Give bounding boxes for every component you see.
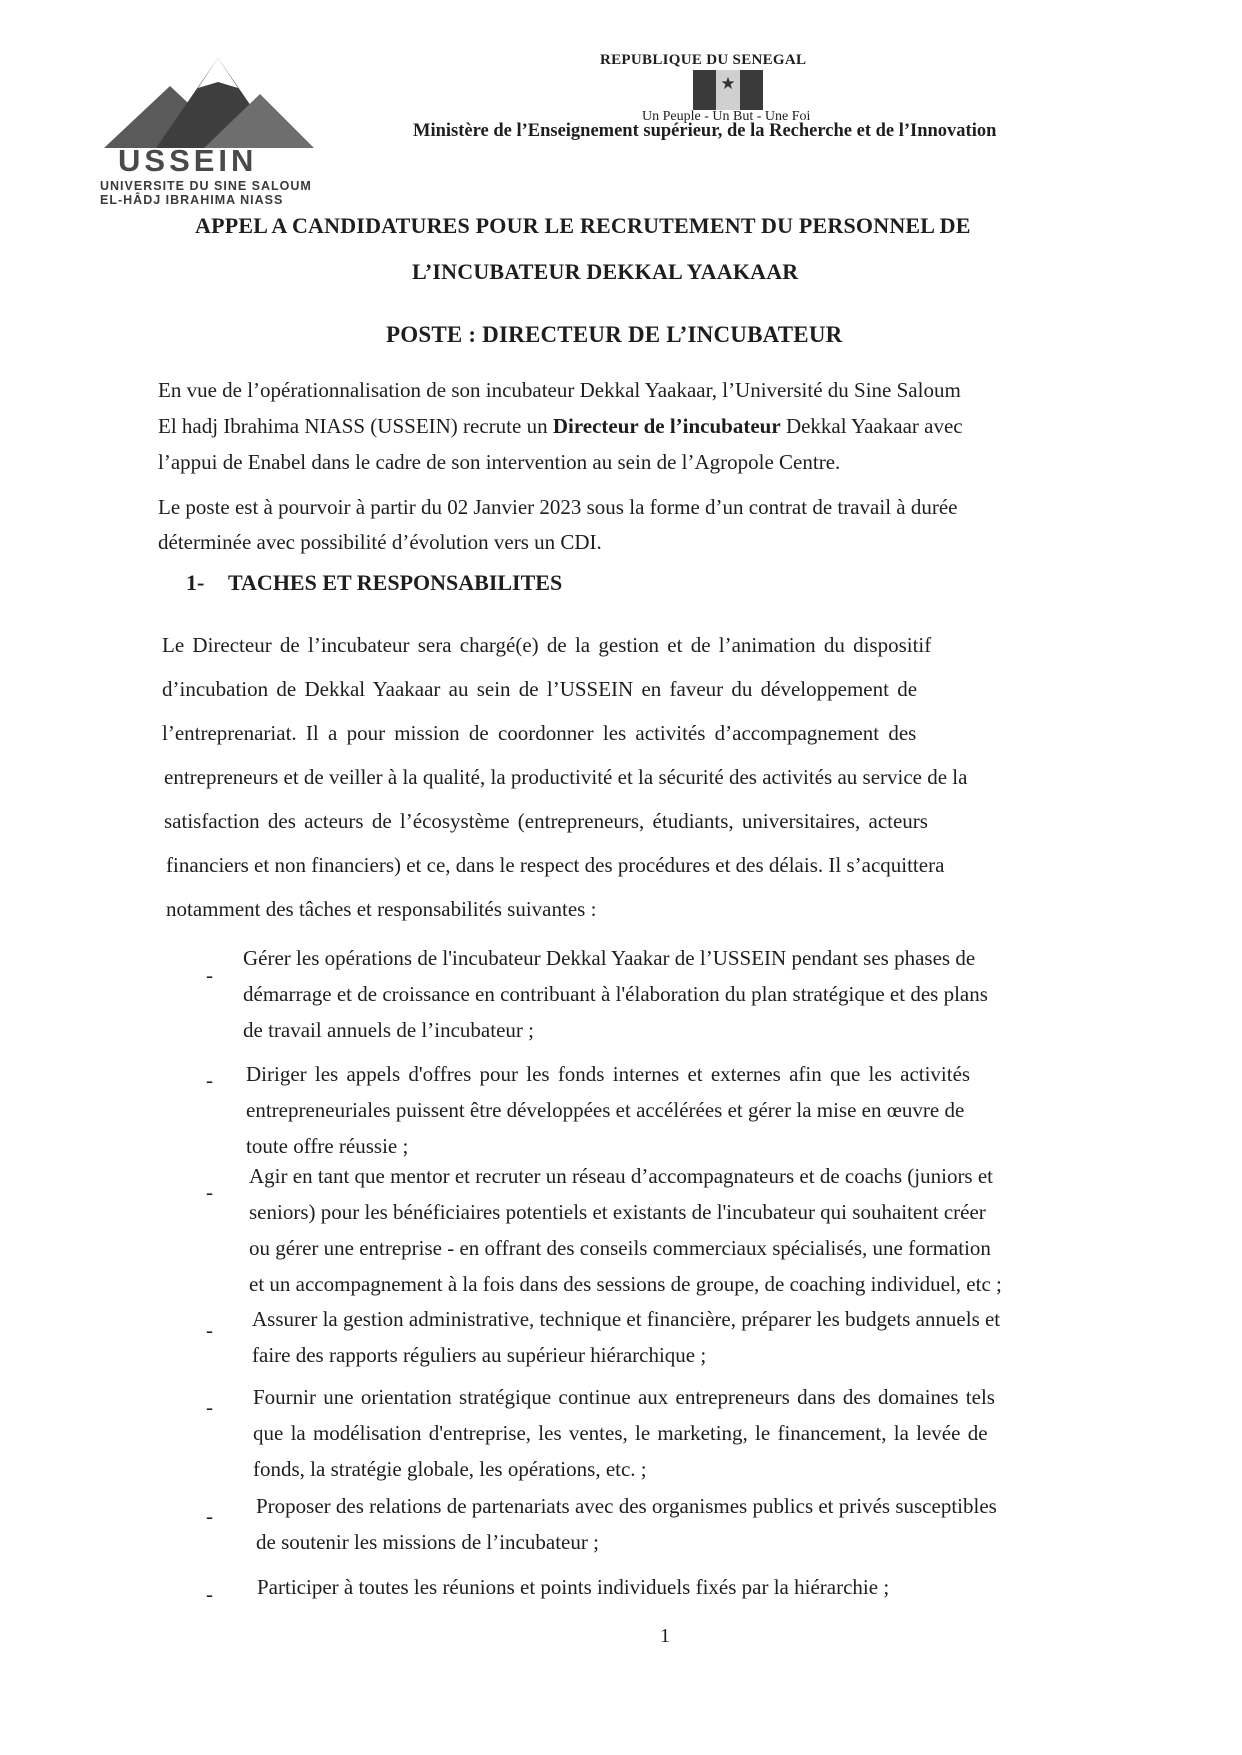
intro-line: Le poste est à pourvoir à partir du 02 Janvier 2023 sous la forme d’un contrat de travail à durée: [158, 495, 958, 519]
paragraph-line: l’entreprenariat. Il a pour mission de coordonner les activités d’accompagnement des: [162, 721, 917, 745]
intro-text: El hadj Ibrahima NIASS (USSEIN) recrute un: [158, 414, 553, 438]
section-number: 1-: [186, 570, 205, 595]
list-item-line: faire des rapports réguliers au supérieur hiérarchique ;: [252, 1343, 707, 1367]
bullet-dash: -: [206, 1504, 213, 1528]
bullet-dash: -: [206, 1180, 213, 1204]
university-logo: [96, 56, 336, 207]
intro-line: En vue de l’opérationnalisation de son incubateur Dekkal Yaakaar, l’Université du Sine Saloum: [158, 378, 961, 402]
list-item-line: Diriger les appels d'offres pour les fonds internes et externes afin que les activités: [246, 1062, 971, 1086]
paragraph-line: d’incubation de Dekkal Yaakaar au sein de l’USSEIN en faveur du développement de: [162, 677, 918, 701]
list-item-line: Fournir une orientation stratégique continue aux entrepreneurs dans des domaines tels: [253, 1385, 995, 1409]
intro-line: l’appui de Enabel dans le cadre de son intervention au sein de l’Agropole Centre.: [158, 450, 841, 474]
list-item-line: fonds, la stratégie globale, les opérations, etc. ;: [253, 1457, 647, 1481]
intro-text: Dekkal Yaakaar avec: [780, 414, 963, 438]
list-item-line: Assurer la gestion administrative, technique et financière, préparer les budgets annuels et: [252, 1307, 1001, 1331]
intro-line: [158, 413, 963, 439]
list-item-line: Agir en tant que mentor et recruter un réseau d’accompagnateurs et de coachs (juniors et: [249, 1164, 994, 1188]
flag-star-icon: ★: [720, 74, 736, 94]
bullet-dash: -: [206, 1395, 213, 1419]
list-item-line: entrepreneuriales puissent être développées et accélérées et gérer la mise en œuvre de: [246, 1098, 965, 1122]
intro-line: déterminée avec possibilité d’évolution vers un CDI.: [158, 530, 602, 554]
list-item-line: ou gérer une entreprise - en offrant des conseils commerciaux spécialisés, une formation: [249, 1236, 991, 1260]
ministry-title: Ministère de l’Enseignement supérieur, de la Recherche et de l’Innovation: [413, 121, 997, 141]
paragraph-line: satisfaction des acteurs de l’écosystème (entrepreneurs, étudiants, universitaires, acteurs: [164, 809, 928, 833]
senegal-flag-icon: [693, 70, 763, 110]
list-item-line: de soutenir les missions de l’incubateur ;: [256, 1530, 599, 1554]
paragraph-line: notamment des tâches et responsabilités suivantes :: [166, 897, 597, 921]
post-title: POSTE : DIRECTEUR DE L’INCUBATEUR: [386, 322, 843, 347]
document-title-line-1: APPEL A CANDIDATURES POUR LE RECRUTEMENT DU PERSONNEL DE: [195, 213, 971, 238]
list-item-line: et un accompagnement à la fois dans des sessions de groupe, de coaching individuel, etc ;: [249, 1272, 1002, 1296]
section-title: TACHES ET RESPONSABILITES: [228, 570, 563, 595]
document-title-line-2: L’INCUBATEUR DEKKAL YAAKAAR: [412, 259, 799, 284]
list-item-line: seniors) pour les bénéficiaires potentiels et existants de l'incubateur qui souhaitent créer: [249, 1200, 986, 1224]
section-heading: [186, 570, 562, 596]
mountain-logo-icon: [104, 56, 314, 148]
list-item-line: Gérer les opérations de l'incubateur Dekkal Yaakar de l’USSEIN pendant ses phases de: [243, 946, 976, 970]
list-item-line: de travail annuels de l’incubateur ;: [243, 1018, 534, 1042]
intro-bold-text: Directeur de l’incubateur: [552, 414, 781, 438]
logo-subtitle-2: EL-HÂDJ IBRAHIMA NIASS: [100, 193, 284, 207]
national-motto: Un Peuple - Un But - Une Foi: [642, 109, 811, 124]
logo-subtitle-1: UNIVERSITE DU SINE SALOUM: [100, 179, 312, 193]
list-item-line: Participer à toutes les réunions et points individuels fixés par la hiérarchie ;: [257, 1575, 890, 1599]
list-item-line: toute offre réussie ;: [246, 1134, 409, 1158]
list-item-line: que la modélisation d'entreprise, les ventes, le marketing, le financement, la levée de: [253, 1421, 988, 1445]
list-item-line: démarrage et de croissance en contribuant à l'élaboration du plan stratégique et des plans: [243, 982, 988, 1006]
republic-title: REPUBLIQUE DU SENEGAL: [600, 52, 807, 68]
logo-name: USSEIN: [118, 143, 258, 178]
bullet-dash: -: [206, 1318, 213, 1342]
paragraph-line: Le Directeur de l’incubateur sera chargé(e) de la gestion et de l’animation du dispositif: [162, 633, 932, 657]
bullet-dash: -: [206, 1068, 213, 1092]
paragraph-line: financiers et non financiers) et ce, dans le respect des procédures et des délais. Il s’acquittera: [166, 853, 945, 877]
list-item-line: Proposer des relations de partenariats avec des organismes publics et privés susceptibles: [256, 1494, 997, 1518]
page-number: 1: [660, 1625, 670, 1647]
paragraph-line: entrepreneurs et de veiller à la qualité, la productivité et la sécurité des activités au service de la: [164, 765, 968, 789]
bullet-dash: -: [206, 1582, 213, 1606]
bullet-dash: -: [206, 963, 213, 987]
